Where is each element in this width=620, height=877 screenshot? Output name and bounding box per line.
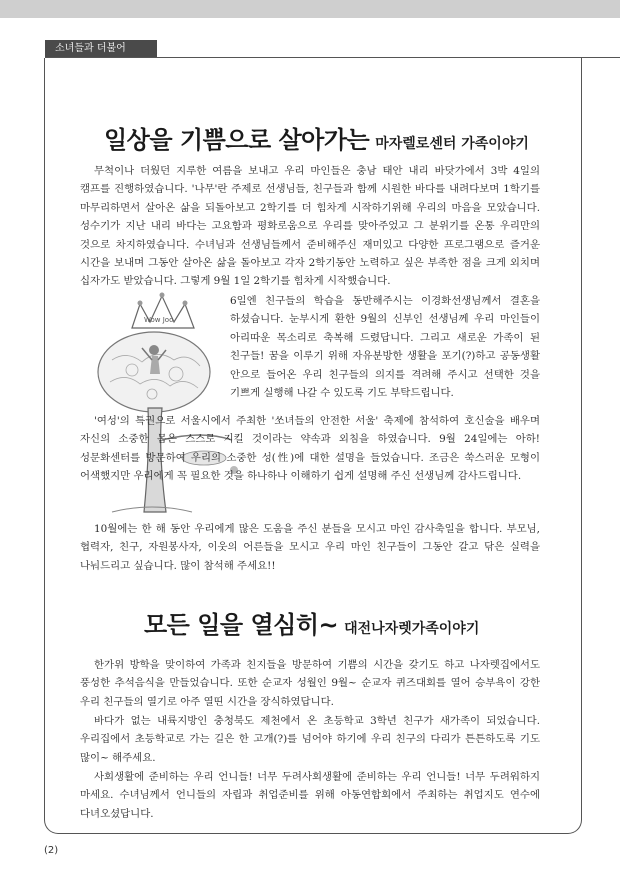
article1-title-main: 일상을 기쁨으로 살아가는: [104, 126, 370, 154]
article1-paragraph-3: '여성'의 특권으로 서울시에서 주최한 '쏘녀들의 안전한 서울' 축제에 참석하여 호신술을 배우며 자신의 소중한 몸은 스스로 지킬 것이라는 약속과 외침을 하였습니다. 9월 24일에는 아하! 성문화센터를 방문하여 우리의 소중한 성(性)에 대한 설명을 들었습니다. 조금은 쑥스러운 모형이 어색했지만 우리에게 꼭 필요한 것을 하나하나 이해하기 쉽게 설명해 주신 선생님께 감사드립니다.: [80, 415, 540, 483]
article2-title-main: 모든 일을 열심히~: [144, 611, 339, 639]
article2-paragraph-3: 사회생활에 준비하는 우리 언니들! 너무 두려사회생활에 준비하는 우리 언니들! 너무 두려워하지 마세요. 수녀님께서 언니들의 자립과 취업준비를 위해 아동연합회에서 주최하는 취업지도 연수에 다녀오셨답니다.: [80, 771, 540, 820]
article1-paragraph-2: 6일엔 친구들의 학습을 동반해주시는 이경화선생님께서 결혼을 하셨습니다. 눈부시게 환한 9월의 신부인 선생님께 우리 마인들이 아리따운 목소리로 축복해 드렸답니다. 그리고 새로운 가족이 된 친구들! 꿈을 이루기 위해 자유분방한 생활을 포기(?)하고 공동생활 안으로 들어온 우리 친구들의 의지를 격려해 주시고 선택한 것을 기쁘게 실행해 나갈 수 있도록 기도 부탁드립니다.: [230, 295, 540, 400]
article2-paragraph-2: 바다가 없는 내륙지방인 충청북도 제천에서 온 초등학교 3학년 친구가 새가족이 되었습니다. 우리집에서 초등학교로 가는 길은 한 고개(?)를 넘어야 하기에 우리 친구의 다리가 튼튼하도록 기도 많이~ 해주세요.: [80, 715, 540, 764]
top-margin-bar: [0, 0, 620, 18]
article2-title: [144, 605, 479, 640]
article2-paragraph-1: 한가위 방학을 맞이하여 가족과 친지들을 방문하여 기쁨의 시간을 갖기도 하고 나자렛집에서도 풍성한 추석음식을 만들었습니다. 또한 순교자 성월인 9월~ 순교자 퀴즈대회를 열어 승부욕이 강한 우리 친구들의 열기로 아주 열띤 시간을 장식하였답니다.: [80, 659, 540, 708]
article1-title: [104, 120, 529, 155]
crown-text: Wow Joo: [144, 316, 174, 324]
article1-paragraph-1: 무척이나 더웠던 지루한 여름을 보내고 우리 마인들은 충남 태안 내리 바닷가에서 3박 4일의 캠프를 진행하였습니다. '나무'란 주제로 선생님들, 친구들과 함께 시원한 바다를 내려다보며 1학기를 마무리하면서 살아온 삶을 되돌아보고 2학기를 더 힘차게 시작하기위해 우리의 마음을 모았습니다. 성수기가 지난 내리 바다는 고요함과 평화로움으로 우리를 맞아주었고 그 분위기를 온통 우리만의 것으로 차지하였습니다. 수녀님과 선생님들께서 준비해주신 재미있고 다양한 프로그램으로 즐거운 시간을 보내며 그동안 살아온 삶을 돌아보고 각자 2학기동안 노력하고 싶은 부족한 점을 크게 외치며 십자가도 받았습니다. 그렇게 9월 1일 2학기를 힘차게 시작했습니다.: [80, 165, 540, 288]
page-number: (2): [44, 845, 59, 856]
article1-paragraph-4: 10월에는 한 해 동안 우리에게 많은 도움을 주신 분들을 모시고 마인 감사축일을 합니다. 부모님, 협력자, 친구, 자원봉사자, 이웃의 어른들을 모시고 우리 마인 친구들이 그동안 갈고 닦은 실력을 나눠드리고 싶습니다. 많이 참석해 주세요!!: [80, 523, 540, 572]
section-label: 소녀들과 더불어: [45, 40, 157, 58]
article2-title-sub: 대전나자렛가족이야기: [344, 621, 480, 637]
article1-title-sub: 마자렐로센터 가족이야기: [375, 136, 529, 152]
